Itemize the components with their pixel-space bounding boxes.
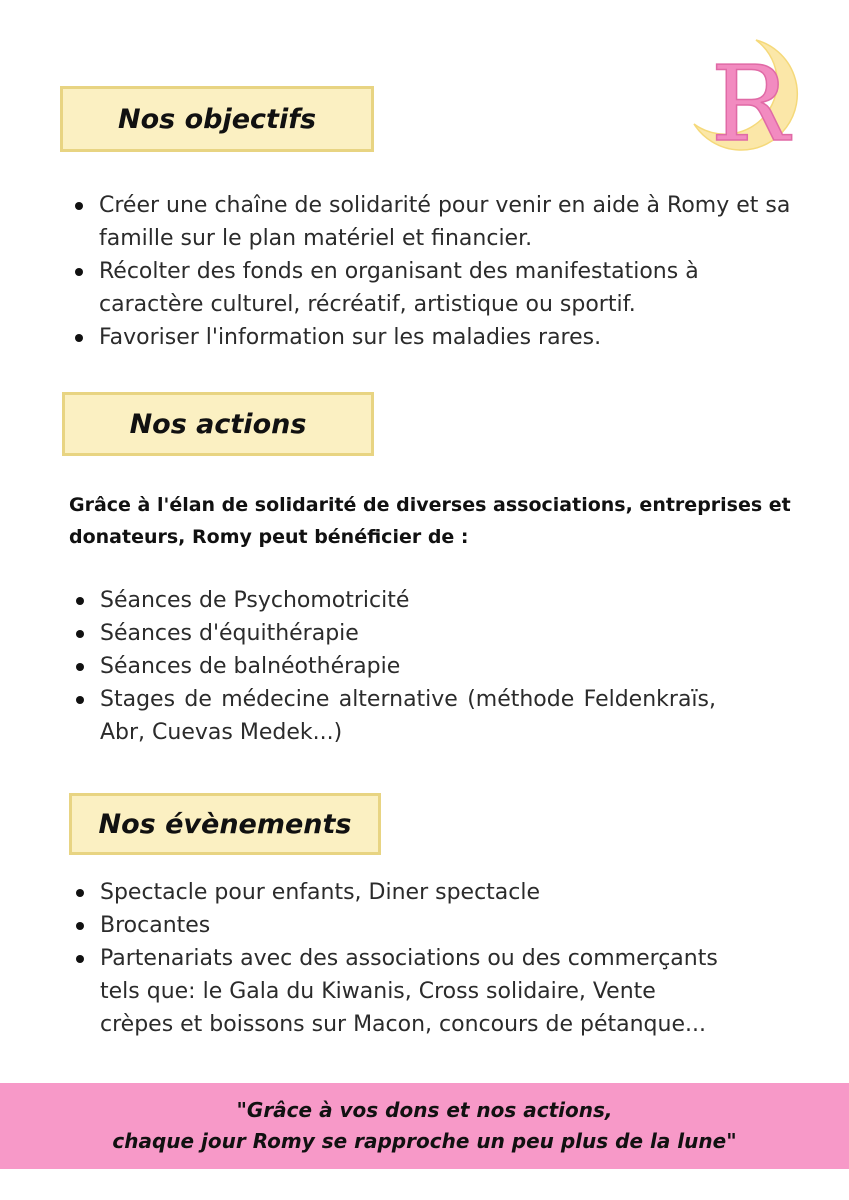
section-title-text: Nos objectifs [117,103,317,135]
events-list [76,876,736,1041]
list-item: Stages de médecine alternative (méthode Feldenkraïs, Abr, Cuevas Medek...) [76,683,716,749]
list-item: Séances de Psychomotricité [76,584,716,617]
list-item: Spectacle pour enfants, Diner spectacle [76,876,736,909]
section-title-text: Nos évènements [98,808,352,840]
list-item: Favoriser l'information sur les maladies rares. [75,321,795,354]
logo-letter: R [710,43,790,156]
section-title-text: Nos actions [129,408,307,440]
logo-moon-r [690,36,812,156]
list-item: Brocantes [76,909,736,942]
section-title-events [69,793,381,855]
section-title-actions [62,392,374,456]
footer-quote-banner [0,1083,849,1169]
list-item: Séances d'équithérapie [76,617,716,650]
list-item: Créer une chaîne de solidarité pour venir en aide à Romy et sa famille sur le plan matériel et financier. [75,189,795,255]
footer-quote-line1: "Grâce à vos dons et nos actions, [236,1098,613,1122]
list-item: Récolter des fonds en organisant des manifestations à caractère culturel, récréatif, artistique ou sportif. [75,255,709,321]
section-title-objectives [60,86,374,152]
footer-quote-line2: chaque jour Romy se rapproche un peu plus de la lune" [112,1129,737,1153]
objectives-list [75,189,795,354]
actions-intro: Grâce à l'élan de solidarité de diverses associations, entreprises et donateurs, Romy peut bénéficier de : [69,494,791,548]
actions-list [76,584,716,749]
list-item: Partenariats avec des associations ou des commerçants tels que: le Gala du Kiwanis, Cross solidaire, Vente crèpes et boissons sur Macon, concours de pétanque... [76,942,720,1041]
list-item: Séances de balnéothérapie [76,650,716,683]
